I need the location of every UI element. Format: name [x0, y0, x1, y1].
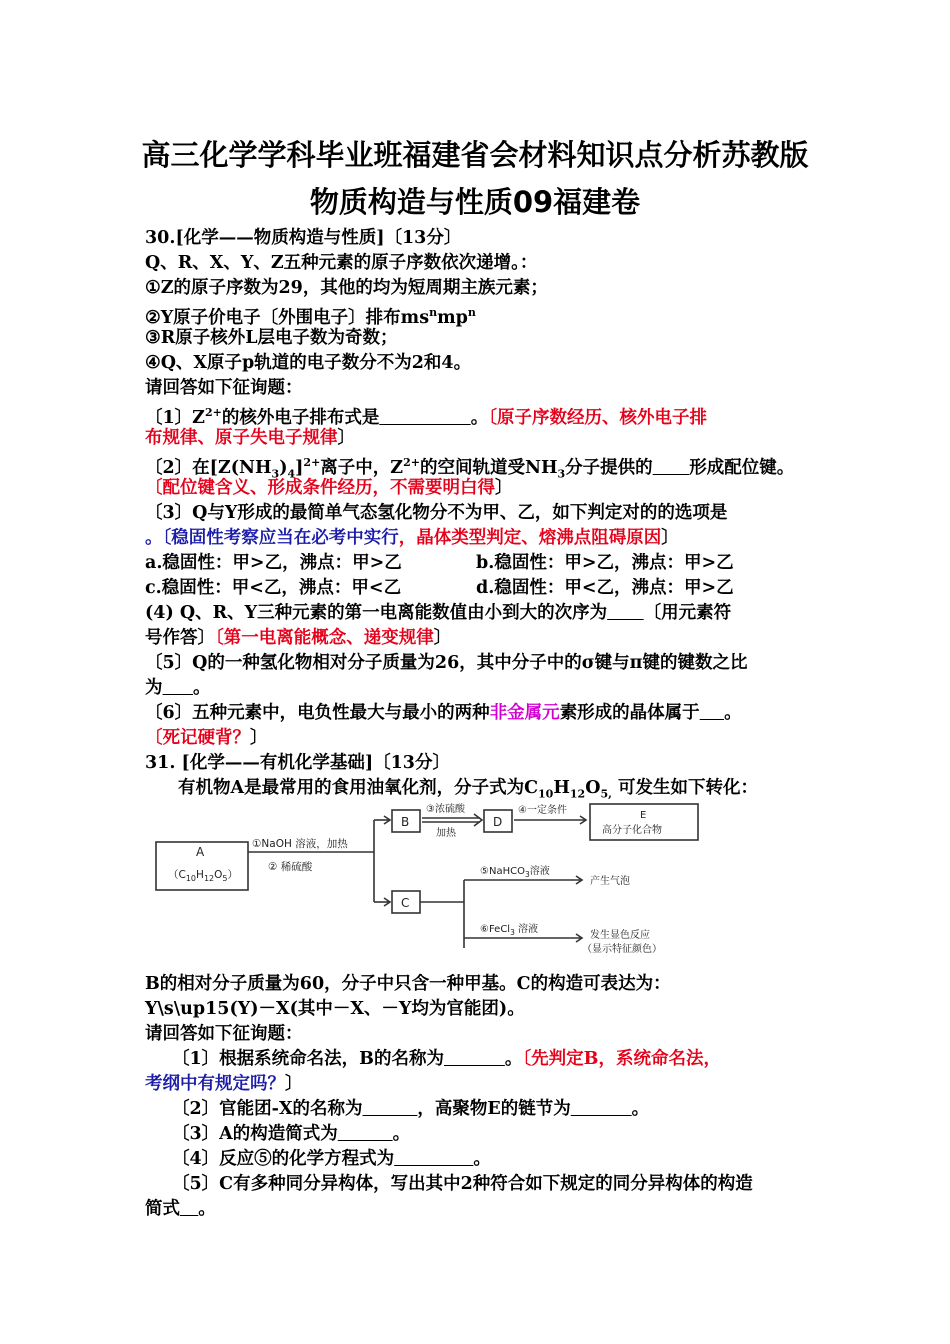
q31-sub4: 〔4〕反应⑤的化学方程式为 。: [172, 1149, 491, 1169]
answer-blank: [163, 678, 193, 698]
compound-a-label: A: [196, 845, 205, 859]
result-color-note: （显示特征颜色）: [582, 944, 662, 955]
answer-blank: [180, 1199, 198, 1219]
q30-part2-cont: 〔配位键含义、形成条件经历，不需要明白得〕: [145, 478, 513, 498]
answer-blank: [363, 1099, 418, 1119]
q31-c-structure: Y\s\up15(Y)－X(其中－X、－Y均为官能团)。: [145, 999, 525, 1019]
answer-blank: [653, 458, 690, 478]
q30-option-a: a.稳固性：甲>乙，沸点：甲>乙: [145, 553, 402, 573]
q31-ask: 请回答如下征询题：: [145, 1024, 303, 1044]
q30-part6-cont: 〔死记硬背？〕: [145, 728, 268, 748]
q31-sub5-cont: 简式 。: [145, 1199, 216, 1219]
answer-blank: [571, 1099, 632, 1119]
q30-part5: 〔5〕Q的一种氢化物相对分子质量为26，其中分子中的σ键与π键的键数之比: [145, 653, 748, 673]
arrow-naoh-label: ①NaOH 溶液，加热: [252, 838, 348, 850]
q30-header: 30.[化学——物质构造与性质]〔13分〕: [145, 228, 462, 248]
q30-part3: 〔3〕Q与Y形成的最简单气态氢化物分不为甲、乙，如下判定对的的选项是: [145, 503, 728, 523]
q30-condition-4: ④Q、X原子p轨道的电子数分不为2和4。: [145, 353, 472, 373]
q30-part5-cont: 为 。: [145, 678, 211, 698]
arrow-acid-label: ② 稀硫酸: [268, 861, 313, 873]
page-title: 高三化学学科毕业班福建省会材料知识点分析苏教版: [141, 138, 809, 172]
q31-sub3: 〔3〕A的构造简式为 。: [172, 1124, 411, 1144]
arrow-heat-label: 加热: [436, 828, 456, 839]
q30-option-d: d.稳固性：甲<乙，沸点：甲>乙: [476, 578, 734, 598]
answer-blank: [700, 703, 724, 723]
compound-c-label: C: [401, 896, 410, 910]
answer-blank: [607, 603, 644, 623]
arrow-condition-label: ④一定条件: [518, 805, 567, 816]
q30-part2: 〔2〕在$[Z(NH_3)_4]^{2+}$离子中，$Z^{2+}$的空间轨道受$NH_3$分子提供的 形成配位键。: [145, 456, 795, 481]
result-gas-label: 产生气泡: [590, 876, 630, 887]
q30-condition-2: ②Y原子价电子〔外围电子〕排布$ms^nmp^n$: [145, 306, 476, 328]
compound-b-label: B: [401, 815, 410, 829]
q30-part4: (4) Q、R、Y三种元素的第一电离能数值由小到大的次序为 〔用元素符: [145, 603, 732, 623]
q30-ask: 请回答如下征询题：: [145, 378, 303, 398]
q31-header: 31. [化学——有机化学基础]〔13分〕: [145, 753, 450, 773]
q30-part4-cont: 号作答〕〔第一电离能概念、递变规律〕: [145, 628, 452, 648]
q31-sub5: 〔5〕C有多种同分异构体，写出其中2种符合如下规定的同分异构体的构造: [172, 1174, 753, 1194]
q30-part6: 〔6〕五种元素中，电负性最大与最小的两种非金属元素形成的晶体属于 。: [145, 703, 742, 723]
q31-intro: 有机物A是最常用的食用油氧化剂，分子式为$C_{10}H_{12}O_{5,}$ 可发生如下转化：: [178, 778, 759, 801]
compound-d-label: D: [493, 815, 503, 829]
arrow-nahco3-label: ⑤NaHCO$_3$溶液: [480, 866, 550, 879]
arrow-fecl3-label: ⑥FeCl$_3$ 溶液: [480, 924, 539, 937]
q31-sub1: 〔1〕根据系统命名法，B的名称为 。〔先判定B，系统命名法，: [172, 1049, 721, 1069]
page-subtitle: 物质构造与性质09福建卷: [309, 185, 641, 219]
q31-sub2: 〔2〕官能团-X的名称为 ，高聚物E的链节为 。: [172, 1099, 650, 1119]
q30-part3-cont: 。〔稳固性考察应当在必考中实行，晶体类型判定、熔沸点阻碍原因〕: [145, 528, 679, 548]
compound-e-label: E: [640, 810, 647, 821]
answer-blank: [444, 1049, 505, 1069]
answer-blank: [379, 408, 470, 428]
q30-intro: Q、R、X、Y、Z五种元素的原子序数依次递增。：: [145, 253, 538, 273]
compound-e-desc: 高分子化合物: [602, 825, 662, 836]
reaction-scheme-diagram: [150, 798, 710, 958]
q30-part1: 〔1〕$Z^{2+}$的核外电子排布式是 。〔原子序数经历、核外电子排: [145, 406, 707, 428]
q31-b-description: B的相对分子质量为60，分子中只含一种甲基。C的构造可表达为：: [145, 974, 671, 994]
q30-condition-1: ①Z的原子序数为29，其他的均为短周期主族元素；: [145, 278, 548, 298]
q30-option-b: b.稳固性：甲>乙，沸点：甲>乙: [476, 553, 734, 573]
answer-blank: [338, 1124, 393, 1144]
q31-sub1-cont: 考纲中有规定吗？〕: [145, 1074, 303, 1094]
result-color-label: 发生显色反应: [590, 930, 650, 941]
q30-option-c: c.稳固性：甲<乙，沸点：甲<乙: [145, 578, 402, 598]
answer-blank: [394, 1149, 473, 1169]
q30-condition-3: ③R原子核外L层电子数为奇数；: [145, 328, 398, 348]
arrow-conc-acid-label: ③浓硫酸: [426, 804, 465, 815]
q30-part1-cont: 布规律、原子失电子规律〕: [145, 428, 355, 448]
compound-a-formula: $(C_{10}H_{12}O_5)$: [168, 869, 238, 883]
